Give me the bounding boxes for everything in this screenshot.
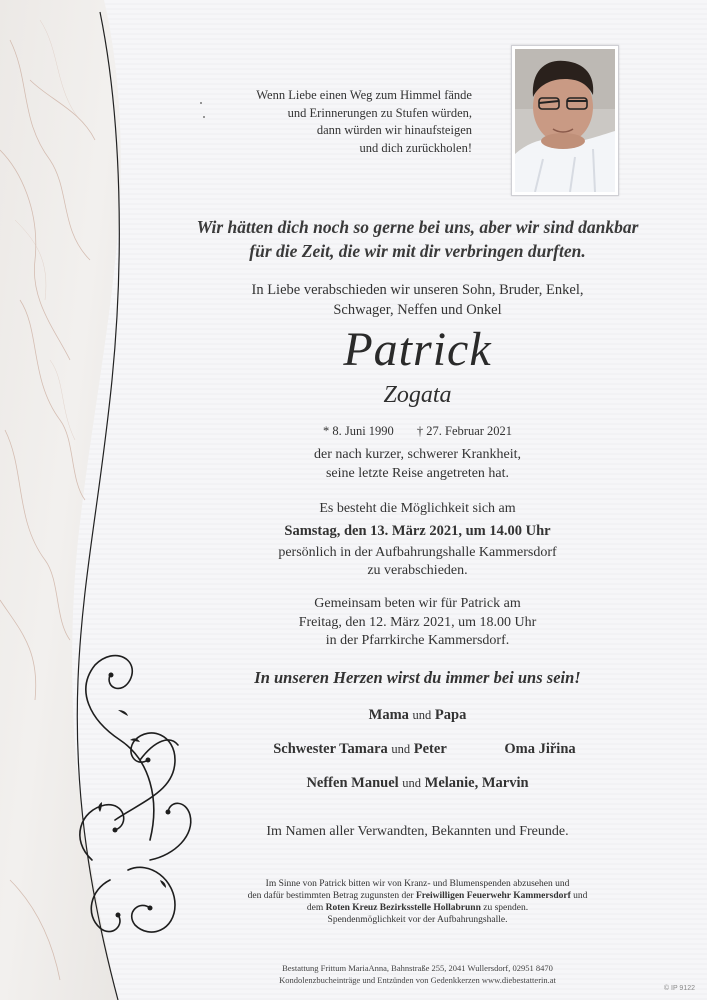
deceased-last-name: Zogata	[383, 382, 452, 408]
quote-line: für die Zeit, die wir mit dir verbringen durften.	[249, 241, 586, 261]
viewing-date: Samstag, den 13. März 2021, um 14.00 Uhr	[284, 522, 551, 539]
family-sister	[240, 739, 480, 759]
family-member: Schwester Tamara	[273, 741, 388, 757]
portrait-photo	[511, 45, 619, 196]
notice-text: zu spenden.	[480, 903, 529, 913]
death-date: † 27. Februar 2021	[416, 424, 513, 438]
prayer-line: in der Pfarrkirche Kammersdorf.	[325, 633, 510, 648]
family-member: Oma Jiřina	[504, 741, 576, 757]
donation-notice	[200, 878, 635, 926]
conjunction: und	[412, 708, 432, 722]
notice-text: dem	[306, 903, 326, 913]
notice-line	[200, 890, 635, 902]
viewing-info	[180, 500, 655, 581]
notice-text: den dafür bestimmten Betrag zugunsten der	[247, 891, 416, 901]
footer-line: Bestattung Frittum MariaAnna, Bahnstraße 255, 2041 Wullersdorf, 02951 8470	[282, 963, 553, 973]
family-nephews	[180, 773, 655, 793]
viewing-line: zu verabschieden.	[367, 563, 468, 578]
birth-date: * 8. Juni 1990	[322, 424, 394, 438]
family-member: Peter	[413, 741, 447, 757]
viewing-line: persönlich in der Aufbahrungshalle Kammersdorf	[278, 544, 557, 560]
closing-quote: In unseren Herzen wirst du immer bei uns sein!	[254, 668, 581, 687]
family-member: Neffen Manuel	[306, 775, 399, 791]
notice-organization: Roten Kreuz Bezirksstelle Hollabrunn	[325, 903, 481, 913]
footer-line: Kondolenzbucheinträge und Entzünden von Gedenkkerzen www.diebestatterin.at	[279, 975, 556, 985]
poem-line: dann würden wir hinaufsteigen	[316, 123, 472, 137]
copyright-code: © IP 9122	[663, 985, 695, 992]
family-member: Melanie, Marvin	[424, 775, 529, 791]
deceased-first-name: Patrick	[343, 323, 492, 376]
family-grandmother	[470, 739, 610, 759]
poem-line: und Erinnerungen zu Stufen würden,	[287, 105, 472, 120]
family-member: Papa	[434, 707, 467, 723]
prayer-info	[180, 595, 655, 651]
on-behalf-text: Im Namen aller Verwandten, Bekannten und Freunde.	[266, 824, 569, 839]
poem-line: Wenn Liebe einen Weg zum Himmel fände	[256, 88, 472, 102]
intro-line: In Liebe verabschieden wir unseren Sohn, Bruder, Enkel,	[251, 282, 584, 298]
prayer-line: Gemeinsam beten wir für Patrick am	[314, 596, 521, 611]
prayer-line: Freitag, den 12. März 2021, um 18.00 Uhr	[298, 614, 537, 630]
poem-line: und dich zurückholen!	[359, 140, 472, 155]
passing-line: seine letzte Reise angetreten hat.	[325, 465, 510, 481]
conjunction: und	[402, 776, 422, 790]
poem	[200, 87, 472, 157]
intro-line: Schwager, Neffen und Onkel	[333, 302, 502, 318]
life-dates	[180, 423, 655, 439]
viewing-line: Es besteht die Möglichkeit sich am	[319, 501, 516, 516]
notice-line: Im Sinne von Patrick bitten wir von Kranz- und Blumenspenden abzusehen und	[265, 879, 570, 889]
passing-line: der nach kurzer, schwerer Krankheit,	[314, 447, 521, 462]
notice-organization: Freiwilligen Feuerwehr Kammersdorf	[415, 891, 571, 901]
swirl-ornament-icon	[80, 656, 191, 932]
passing-text	[180, 446, 655, 483]
family-parents	[180, 705, 655, 725]
notice-text: und	[570, 891, 588, 901]
quote-line: Wir hätten dich noch so gerne bei uns, aber wir sind dankbar	[196, 217, 639, 237]
funeral-home-footer	[200, 962, 635, 986]
portrait-image	[515, 49, 615, 192]
family-member: Mama	[368, 707, 409, 723]
intro-text	[180, 280, 655, 320]
conjunction: und	[391, 742, 411, 756]
quote	[180, 215, 655, 263]
notice-line: Spendenmöglichkeit vor der Aufbahrungshalle.	[327, 915, 508, 925]
notice-line	[200, 902, 635, 914]
